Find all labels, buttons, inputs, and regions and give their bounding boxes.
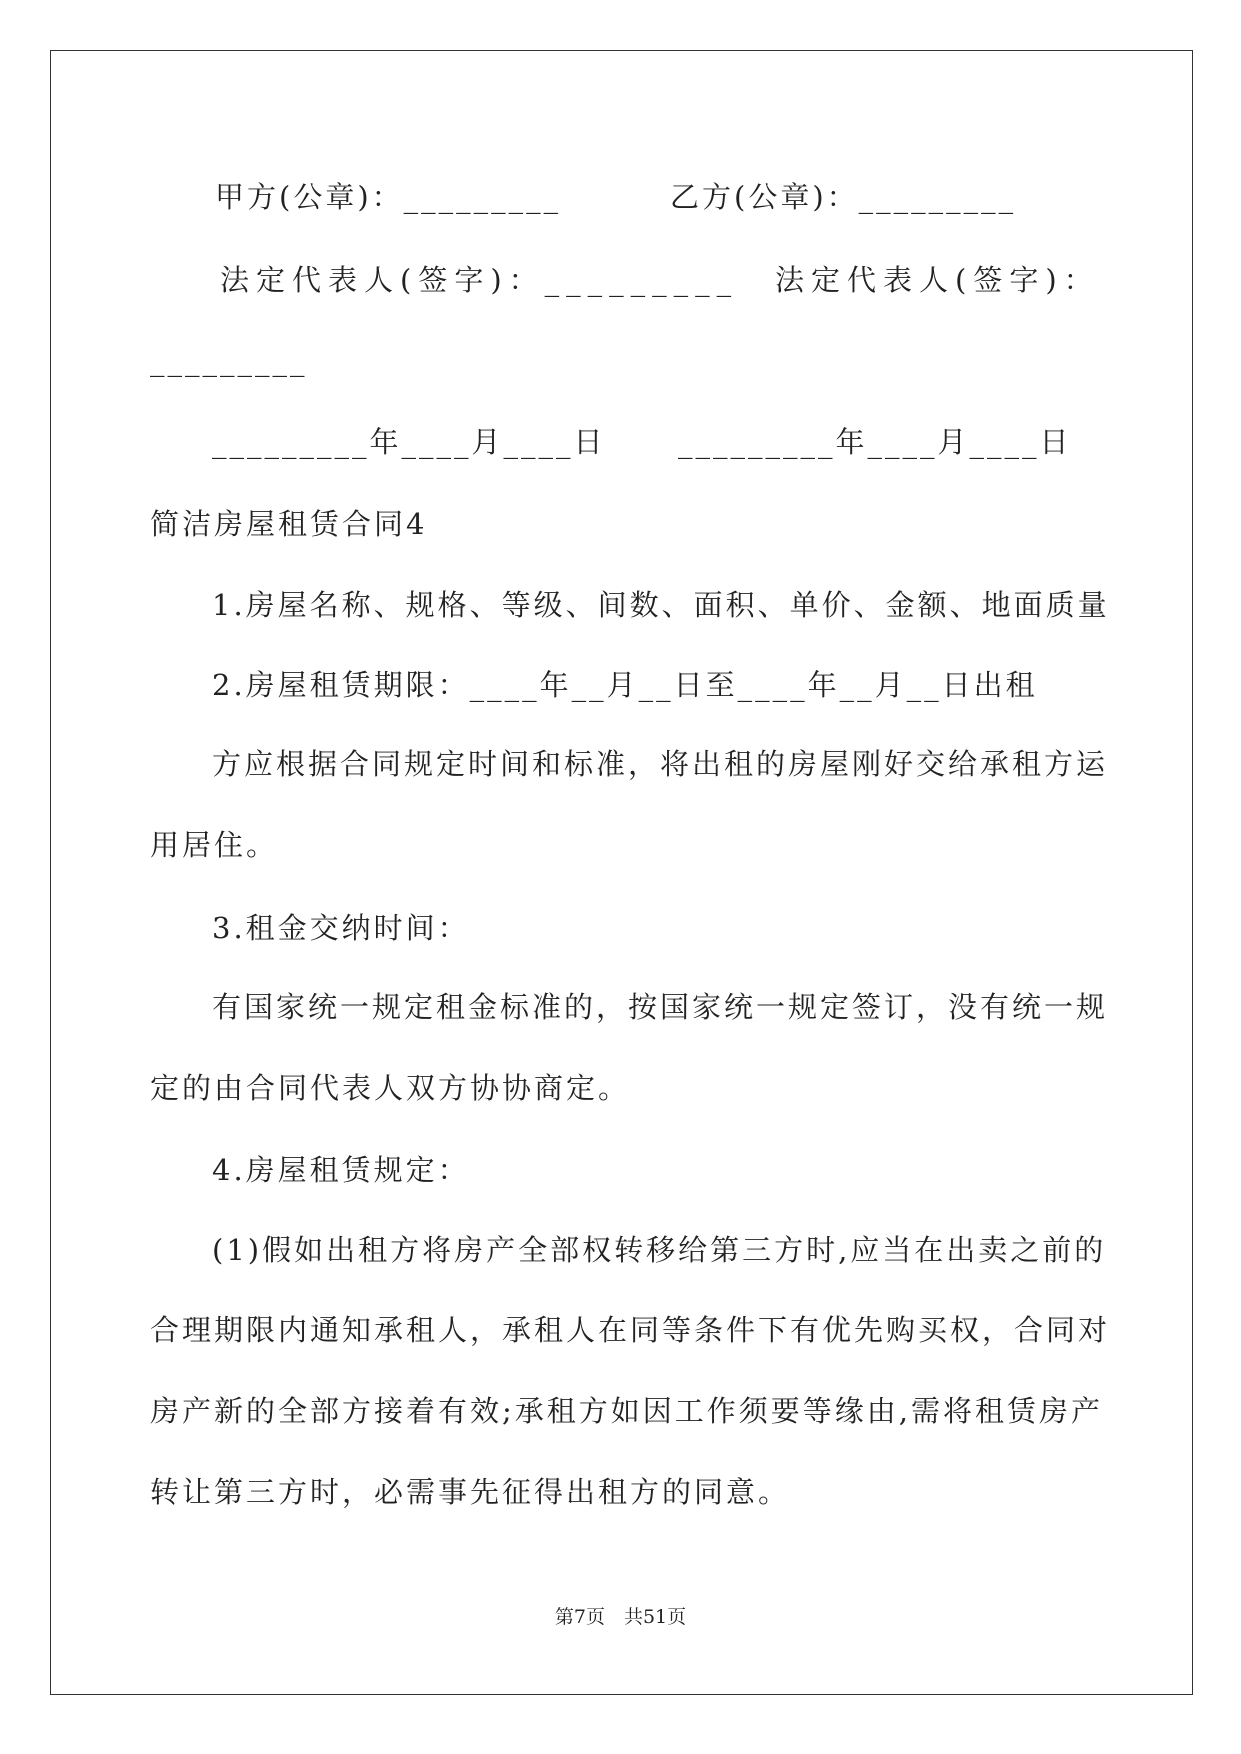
paragraph-3-line-2: 合理期限内通知承租人，承租人在同等条件下有优先购买权，合同对 <box>150 1313 1111 1347</box>
party-a-date: _________年____月____日 <box>212 425 606 459</box>
paragraph-3-line-3: 房产新的全部方接着有效;承租方如因工作须要等缘由,需将租赁房产 <box>150 1394 1103 1428</box>
paragraph-2-line-1: 有国家统一规定租金标准的，按国家统一规定签订，没有统一规 <box>212 990 1109 1024</box>
page-number-footer: 第7页 共51页 <box>554 1606 687 1628</box>
party-b-representative-line: _________ <box>150 343 308 377</box>
paragraph-1-line-1: 方应根据合同规定时间和标准，将出租的房屋刚好交给承租方运 <box>212 747 1109 781</box>
party-b-representative: 法定代表人(签字)： <box>775 263 1100 297</box>
paragraph-3-line-4: 转让第三方时，必需事先征得出租方的同意。 <box>150 1475 791 1509</box>
paragraph-1-line-2: 用居住。 <box>150 828 279 862</box>
paragraph-2-line-2: 定的由合同代表人双方协协商定。 <box>150 1071 631 1105</box>
item-2: 2.房屋租赁期限：____年__月__日至____年__月__日出租 <box>212 668 1038 702</box>
paragraph-3-line-1: (1)假如出租方将房产全部权转移给第三方时,应当在出卖之前的 <box>212 1233 1107 1267</box>
party-b-seal: 乙方(公章)：_________ <box>670 180 1017 214</box>
item-3: 3.租金交纳时间： <box>212 911 470 945</box>
item-1: 1.房屋名称、规格、等级、间数、面积、单价、金额、地面质量 <box>212 588 1110 622</box>
party-b-date: _________年____月____日 <box>678 425 1072 459</box>
party-a-representative: 法定代表人(签字)：_________ <box>220 263 739 297</box>
party-a-seal: 甲方(公章)：_________ <box>215 180 562 214</box>
item-4: 4.房屋租赁规定： <box>212 1153 470 1187</box>
section-title: 简洁房屋租赁合同4 <box>150 507 428 541</box>
